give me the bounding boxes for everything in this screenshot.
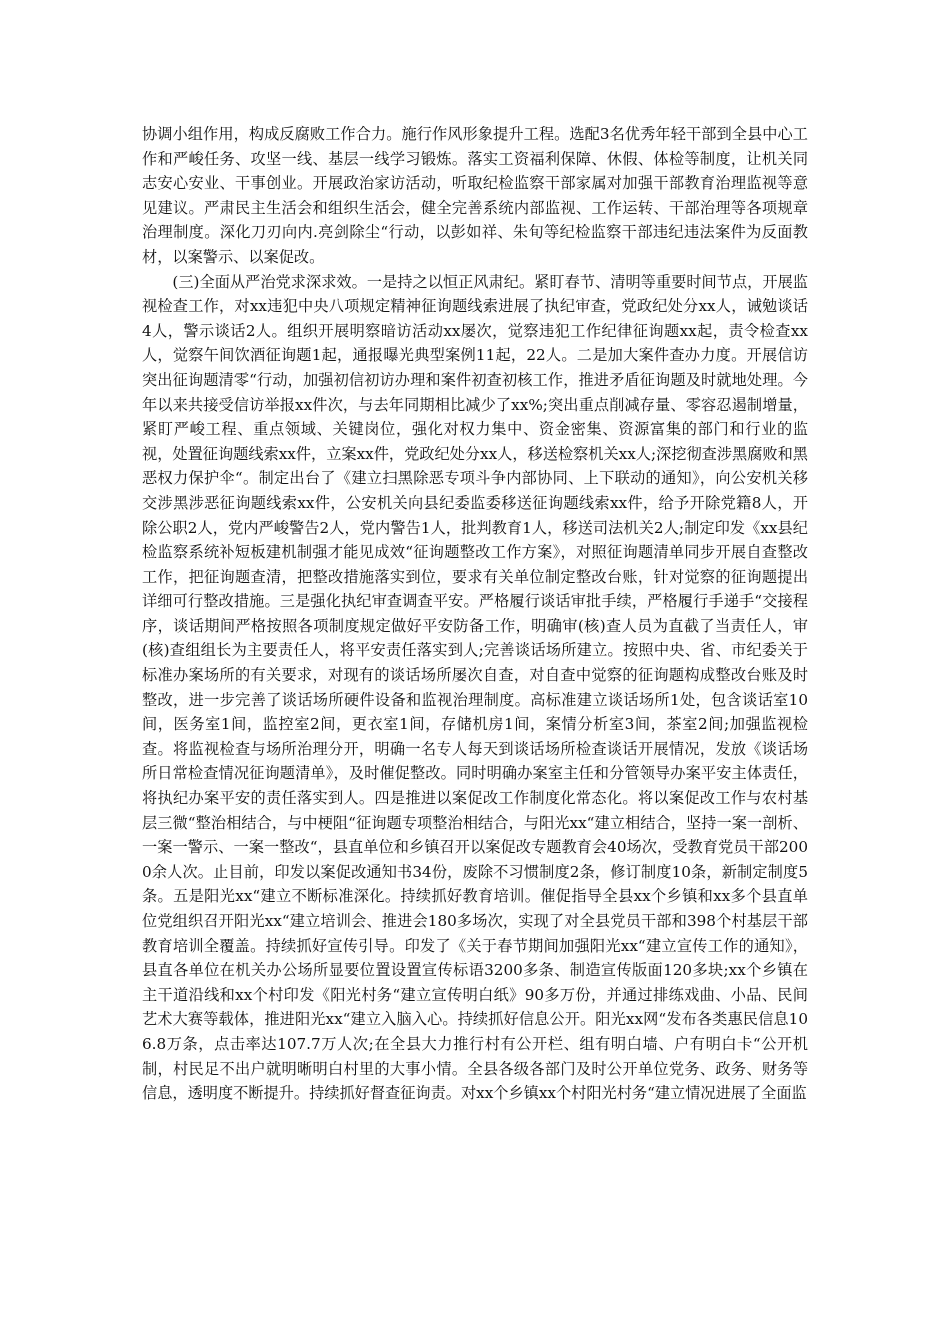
paragraph-1: 协调小组作用，构成反腐败工作合力。施行作风形象提升工程。选配3名优秀年轻干部到全县中心工作和严峻任务、攻坚一线、基层一线学习锻炼。落实工资福利保障、休假、体检等制度，让机关同志安心安业、干事创业。开展政治家访活动，听取纪检监察干部家属对加强干部教育治理监视等意见建议。严肃民主生活会和组织生活会，健全完善系统内部监视、工作运转、干部治理等各项规章治理制度。深化刀刃向内.亮剑除尘“行动，以彭如祥、朱旬等纪检监察干部违纪违法案件为反面教材，以案警示、以案促改。 [142,125,808,266]
document-body [142,122,808,1106]
paragraph-2: (三)全面从严治党求深求效。一是持之以恒正风肃纪。紧盯春节、清明等重要时间节点，开展监视检查工作，对xx违犯中央八项规定精神征询题线索进展了执纪审查，党政纪处分xx人，诫勉谈话4人，警示谈话2人。组织开展明察暗访活动xx屡次，觉察违犯工作纪律征询题xx起，责令检查xx人，觉察午间饮酒征询题1起，通报曝光典型案例11起，22人。二是加大案件查办力度。开展信访突出征询题清零“行动，加强初信初访办理和案件初查初核工作，推进矛盾征询题及时就地处理。今年以来共接受信访举报xx件次，与去年同期相比减少了xx%;突出重点削减存量、零容忍遏制增量，紧盯严峻工程、重点领域、关键岗位，强化对权力集中、资金密集、资源富集的部门和行业的监视，处置征询题线索xx件，立案xx件，党政纪处分xx人，移送检察机关xx人;深挖彻查涉黑腐败和黑恶权力保护伞“。制定出台了《建立扫黑除恶专项斗争内部协同、上下联动的通知》，向公安机关移交涉黑涉恶征询题线索xx件，公安机关向县纪委监委移送征询题线索xx件，给予开除党籍8人，开除公职2人，党内严峻警告2人，党内警告1人，批判教育1人，移送司法机关2人;制定印发《xx县纪检监察系统补短板建机制强才能见成效“征询题整改工作方案》，对照征询题清单同步开展自查整改工作，把征询题查清，把整改措施落实到位，要求有关单位制定整改台账，针对觉察的征询题提出详细可行整改措施。三是强化执纪审查调查平安。严格履行谈话审批手续，严格履行手递手“交接程序，谈话期间严格按照各项制度规定做好平安防备工作，明确审(核)查人员为直截了当责任人，审(核)查组组长为主要责任人，将平安责任落实到人;完善谈话场所建立。按照中央、省、市纪委关于标准办案场所的有关要求，对现有的谈话场所屡次自查，对自查中觉察的征询题构成整改台账及时整改，进一步完善了谈话场所硬件设备和监视治理制度。高标准建立谈话场所1处，包含谈话室10间，医务室1间，监控室2间，更衣室1间，存储机房1间，案情分析室3间，茶室2间;加强监视检查。将监视检查与场所治理分开，明确一名专人每天到谈话场所检查谈话开展情况，发放《谈话场所日常检查情况征询题清单》，及时催促整改。同时明确办案室主任和分管领导办案平安主体责任，将执纪办案平安的责任落实到人。四是推进以案促改工作制度化常态化。将以案促改工作与农村基层三微“整治相结合，与中梗阻“征询题专项整治相结合，与阳光xx“建立相结合，坚持一案一剖析、一案一警示、一案一整改“，县直单位和乡镇召开以案促改专题教育会40场次，受教育党员干部2000余人次。止目前，印发以案促改通知书34份，废除不习惯制度2条，修订制度10条，新制定制度5条。五是阳光xx“建立不断标准深化。持续抓好教育培训。催促指导全县xx个乡镇和xx多个县直单位党组织召开阳光xx“建立培训会、推进会180多场次，实现了对全县党员干部和398个村基层干部教育培训全覆盖。持续抓好宣传引导。印发了《关于春节期间加强阳光xx“建立宣传工作的通知》，县直各单位在机关办公场所显要位置设置宣传标语3200多条、制造宣传版面120多块;xx个乡镇在主干道沿线和xx个村印发《阳光村务“建立宣传明白纸》90多万份，并通过排练戏曲、小品、民间艺术大赛等载体，推进阳光xx“建立入脑入心。持续抓好信息公开。阳光xx网“发布各类惠民信息106.8万条，点击率达107.7万人次;在全县大力推行村有公开栏、组有明白墙、户有明白卡“公开机制，村民足不出户就明晰明白村里的大事小情。全县各级各部门及时公开单位党务、政务、财务等信息，透明度不断提升。持续抓好督查征询责。对xx个乡镇xx个村阳光村务“建立情况进展了全面监 [142,272,808,1103]
